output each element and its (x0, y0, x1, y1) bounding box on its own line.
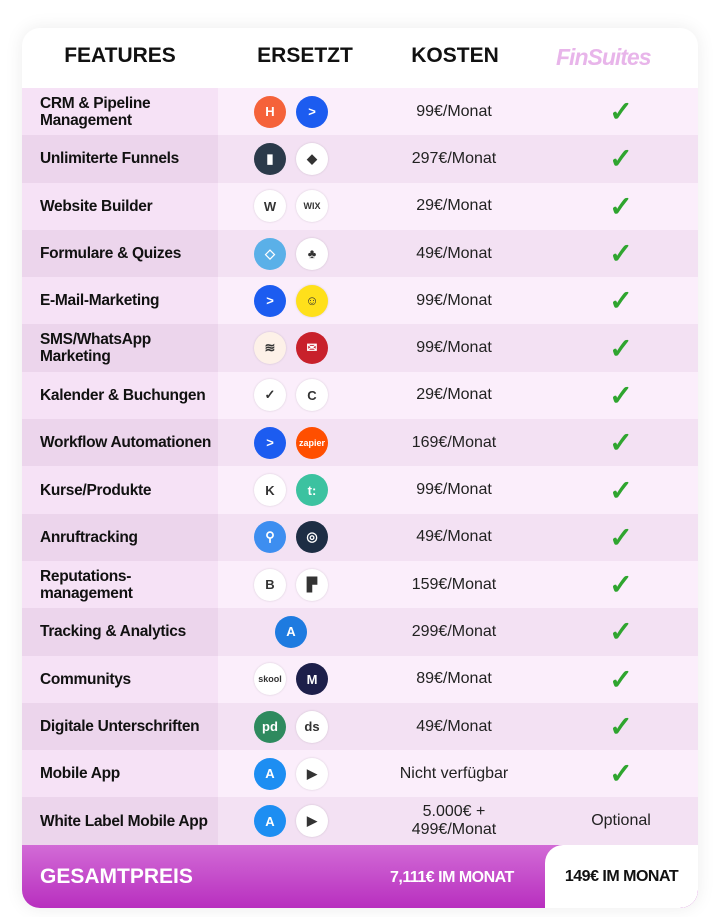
replaced-tools (218, 569, 364, 601)
table-row (22, 561, 698, 608)
cost-value: 29€/Monat (416, 197, 492, 215)
analytics-icon: A (275, 616, 307, 648)
callrail-icon: ⚲ (254, 521, 286, 553)
feature-name: CRM & Pipeline Management (22, 88, 218, 135)
replaced-tools (218, 238, 364, 270)
forms-icon: ◇ (254, 238, 286, 270)
table-row (22, 88, 698, 135)
cost-value: 49€/Monat (416, 717, 492, 735)
cost-value: 49€/Monat (416, 244, 492, 262)
replaced-tools (218, 379, 364, 411)
skool-icon: skool (254, 663, 286, 695)
comparison-table (22, 88, 698, 845)
replaced-tools (218, 285, 364, 317)
feature-name: E-Mail-Marketing (22, 277, 218, 324)
feature-name: Kurse/Produkte (22, 466, 218, 513)
finsuites-logo: FinSuites (556, 44, 651, 70)
cost-value: 89€/Monat (416, 670, 492, 688)
header-features: FEATURES (64, 44, 176, 67)
cost-value: 99€/Monat (416, 102, 492, 120)
checkmark-icon: ✓ (609, 332, 633, 364)
replaced-tools (218, 332, 364, 364)
checkmark-icon: ✓ (609, 711, 633, 742)
feature-name: Communitys (22, 656, 218, 703)
ringba-icon: ◎ (296, 521, 328, 553)
checkmark-icon: ✓ (609, 238, 633, 270)
feature-name: Workflow Automationen (22, 419, 218, 466)
cost-value: 297€/Monat (411, 149, 497, 167)
stacks-icon: ◆ (296, 143, 328, 175)
cost-value: 99€/Monat (416, 291, 492, 309)
replaced-tools (218, 190, 364, 222)
total-finsuites-price: 149€ IM MONAT (545, 845, 698, 908)
feature-name: Website Builder (22, 183, 218, 230)
checkmark-icon: ✓ (609, 285, 633, 317)
table-row (22, 324, 698, 371)
mighty-icon: M (296, 663, 328, 695)
wix-icon: WIX (296, 190, 328, 222)
docusign-icon: ds (296, 711, 328, 743)
cost-value: 29€/Monat (416, 386, 492, 404)
zapier-icon: zapier (296, 427, 328, 459)
replaced-tools (218, 616, 364, 648)
checkmark-icon: ✓ (609, 190, 633, 222)
google-play-icon: ▶ (296, 805, 328, 837)
checkmark-icon: ✓ (609, 569, 633, 601)
activecampaign-icon: > (254, 427, 286, 459)
finsuites-value: Optional (591, 812, 651, 830)
wordpress-icon: W (254, 190, 286, 222)
total-label: GESAMTPREIS (40, 865, 193, 888)
replaced-tools (218, 663, 364, 695)
kajabi-icon: K (254, 474, 286, 506)
feature-name: SMS/WhatsApp Marketing (22, 324, 218, 371)
check-calendar-icon: ✓ (254, 379, 286, 411)
table-row (22, 797, 698, 844)
checkmark-icon: ✓ (609, 616, 633, 648)
table-row (22, 703, 698, 750)
feature-name: White Label Mobile App (22, 797, 218, 844)
layers-icon: ≋ (254, 332, 286, 364)
activecampaign-icon: > (296, 96, 328, 128)
replaced-tools (218, 143, 364, 175)
replaced-tools (218, 711, 364, 743)
checkmark-icon: ✓ (609, 663, 633, 695)
carrot-icon: ♣ (296, 238, 328, 270)
sms-icon: ✉ (296, 332, 328, 364)
app-store-icon: A (254, 805, 286, 837)
table-row (22, 466, 698, 513)
feature-name: Mobile App (22, 750, 218, 797)
total-footer (22, 845, 698, 908)
app-store-icon: A (254, 758, 286, 790)
table-row (22, 514, 698, 561)
checkmark-icon: ✓ (609, 758, 633, 790)
replaced-tools (218, 427, 364, 459)
cost-value: 299€/Monat (411, 622, 497, 640)
calendly-icon: C (296, 379, 328, 411)
cost-value: 49€/Monat (416, 528, 492, 546)
replaced-tools (218, 474, 364, 506)
checkmark-icon: ✓ (609, 474, 633, 506)
table-row (22, 656, 698, 703)
checkmark-icon: ✓ (609, 143, 633, 175)
header-kosten: KOSTEN (411, 44, 499, 67)
checkmark-icon: ✓ (609, 96, 633, 128)
table-row (22, 230, 698, 277)
feature-name: Formulare & Quizes (22, 230, 218, 277)
teachable-icon: t: (296, 474, 328, 506)
table-row (22, 277, 698, 324)
podium-icon: ▛ (296, 569, 328, 601)
cost-value: 99€/Monat (416, 481, 492, 499)
feature-name: Digitale Unterschriften (22, 703, 218, 750)
mailchimp-icon: ☺ (296, 285, 328, 317)
feature-name: Unlimiterte Funnels (22, 135, 218, 182)
pandadoc-icon: pd (254, 711, 286, 743)
cost-value: 99€/Monat (416, 339, 492, 357)
table-row (22, 419, 698, 466)
hubspot-icon: H (254, 96, 286, 128)
activecampaign-icon: > (254, 285, 286, 317)
header-ersetzt: ERSETZT (257, 44, 353, 67)
cost-value: 169€/Monat (411, 433, 497, 451)
checkmark-icon: ✓ (609, 379, 633, 411)
replaced-tools (218, 805, 364, 837)
feature-name: Kalender & Buchungen (22, 372, 218, 419)
table-row (22, 183, 698, 230)
table-row (22, 372, 698, 419)
total-competitors-price: 7,111€ IM MONAT (390, 869, 514, 886)
feature-name: Tracking & Analytics (22, 608, 218, 655)
checkmark-icon: ✓ (609, 427, 633, 459)
replaced-tools (218, 96, 364, 128)
cost-value: Nicht verfügbar (399, 764, 509, 782)
replaced-tools (218, 521, 364, 553)
birdeye-icon: B (254, 569, 286, 601)
clickfunnels-icon: ▮ (254, 143, 286, 175)
feature-name: Reputations-management (22, 561, 218, 608)
table-row (22, 608, 698, 655)
replaced-tools (218, 758, 364, 790)
table-row (22, 135, 698, 182)
checkmark-icon: ✓ (609, 521, 633, 553)
cost-value: 159€/Monat (411, 575, 497, 593)
google-play-icon: ▶ (296, 758, 328, 790)
feature-name: Anruftracking (22, 514, 218, 561)
cost-value: 5.000€ + 499€/Monat (411, 803, 497, 839)
table-row (22, 750, 698, 797)
